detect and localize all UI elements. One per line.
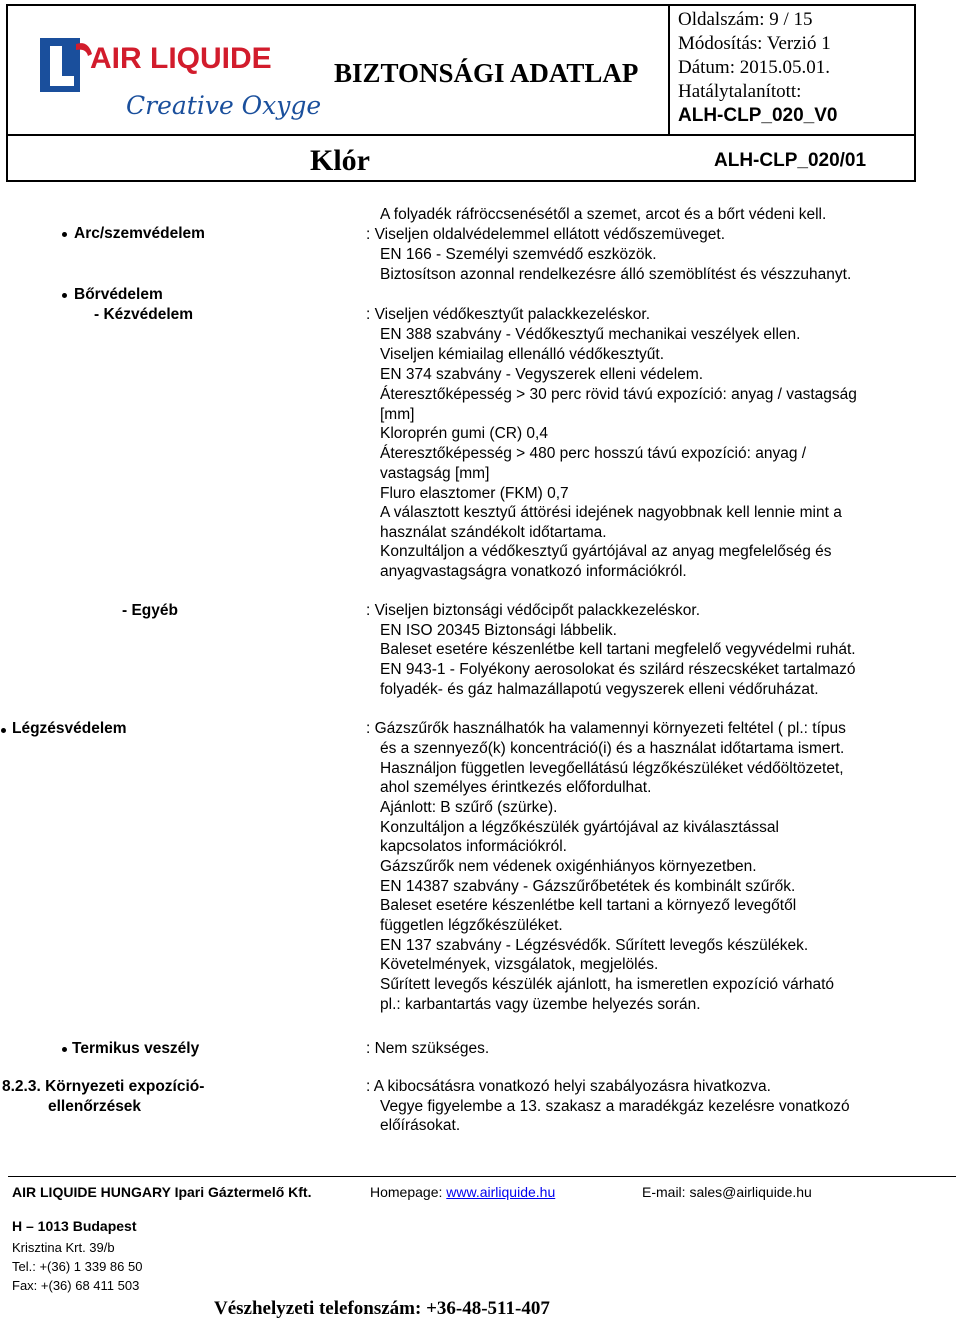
respiratory-line: : Gázszűrők használhatók ha valamennyi környezeti feltétel ( pl.: típus bbox=[366, 720, 846, 737]
fax: Fax: +(36) 68 411 503 bbox=[12, 1278, 140, 1293]
bullet-icon bbox=[62, 293, 67, 298]
bullet-icon bbox=[1, 728, 6, 733]
environment-line: előírásokat. bbox=[380, 1117, 461, 1134]
respiratory-line: Ajánlott: B szűrő (szürke). bbox=[380, 799, 558, 816]
respiratory-line: kapcsolatos információkról. bbox=[380, 838, 567, 855]
hand-line: EN 388 szabvány - Védőkesztyű mechanikai veszélyek ellen. bbox=[380, 326, 801, 343]
hand-line: A választott kesztyű áttörési idejének nagyobbnak kell lennie mint a bbox=[380, 504, 842, 521]
eye-line: EN 166 - Személyi szemvédő eszközök. bbox=[380, 246, 657, 263]
air-liquide-logo bbox=[16, 10, 322, 134]
respiratory-line: pl.: karbantartás vagy üzembe helyezés során. bbox=[380, 996, 701, 1013]
bullet-icon bbox=[62, 1047, 67, 1052]
other-line: EN ISO 20345 Biztonsági lábbelik. bbox=[380, 622, 617, 639]
intro-text: A folyadék ráfröccsenésétől a szemet, arcot és a bőrt védeni kell. bbox=[380, 206, 827, 223]
other-protection-label: - Egyéb bbox=[122, 602, 178, 619]
emergency-phone: Vészhelyzeti telefonszám: +36-48-511-407 bbox=[214, 1298, 550, 1319]
homepage bbox=[370, 1184, 555, 1200]
email: E-mail: sales@airliquide.hu bbox=[642, 1184, 812, 1200]
hand-line: Kloroprén gumi (CR) 0,4 bbox=[380, 425, 548, 442]
hand-line: Viseljen kémiailag ellenálló védőkesztyűt. bbox=[380, 346, 665, 363]
phone: Tel.: +(36) 1 339 86 50 bbox=[12, 1259, 143, 1274]
thermal-hazard-label: Termikus veszély bbox=[72, 1040, 200, 1057]
address-city: H – 1013 Budapest bbox=[12, 1218, 137, 1234]
thermal-line: : Nem szükséges. bbox=[366, 1040, 490, 1057]
product-name: Klór bbox=[310, 144, 370, 177]
document-meta bbox=[668, 6, 916, 134]
respiratory-line: Gázszűrők nem védenek oxigénhiányos környezetben. bbox=[380, 858, 757, 875]
respiratory-line: Követelmények, vizsgálatok, megjelölés. bbox=[380, 956, 659, 973]
hand-line: [mm] bbox=[380, 406, 415, 423]
supersedes-code: ALH-CLP_020_V0 bbox=[678, 105, 838, 126]
respiratory-line: Sűrített levegős készülék ajánlott, ha ismeretlen expozíció várható bbox=[380, 976, 835, 993]
page-number: Oldalszám: 9 / 15 bbox=[678, 9, 813, 30]
respiratory-line: és a szennyező(k) koncentráció(i) és a használat időtartama ismert. bbox=[380, 740, 845, 757]
respiratory-line: Baleset esetére készenlétbe kell tartani a környező levegőtől bbox=[380, 897, 797, 914]
hand-line: Fluro elasztomer (FKM) 0,7 bbox=[380, 485, 569, 502]
document-title: BIZTONSÁGI ADATLAP bbox=[334, 58, 639, 88]
environmental-exposure-label-cont: ellenőrzések bbox=[48, 1098, 142, 1115]
respiratory-line: EN 137 szabvány - Légzésvédők. Sűrített levegős készülékek. bbox=[380, 937, 809, 954]
hand-line: Áteresztőképesség > 480 perc hosszú távú expozíció: anyag / bbox=[380, 445, 807, 462]
skin-protection-label: Bőrvédelem bbox=[74, 286, 163, 303]
homepage-label: Homepage: bbox=[370, 1184, 443, 1200]
other-line: Baleset esetére készenlétbe kell tartani megfelelő vegyvédelmi ruhát. bbox=[380, 641, 856, 658]
hand-line: Áteresztőképesség > 30 perc rövid távú expozíció: anyag / vastagság bbox=[380, 386, 857, 403]
environmental-exposure-label: 8.2.3. Környezeti expozíció- bbox=[2, 1078, 205, 1095]
hand-line: EN 374 szabvány - Vegyszerek elleni védelem. bbox=[380, 366, 704, 383]
other-line: EN 943-1 - Folyékony aerosolokat és szilárd részecskéket tartalmazó bbox=[380, 661, 856, 678]
other-line: folyadék- és gáz halmazállapotú vegyszerek elleni védőruházat. bbox=[380, 681, 819, 698]
respiratory-protection-label: Légzésvédelem bbox=[12, 720, 127, 737]
footer-divider bbox=[8, 1176, 956, 1177]
supersedes-label: Hatálytalanított: bbox=[678, 81, 802, 102]
other-line: : Viseljen biztonsági védőcipőt palackkezeléskor. bbox=[366, 602, 701, 619]
respiratory-line: EN 14387 szabvány - Gázszűrőbetétek és kombinált szűrők. bbox=[380, 878, 796, 895]
svg-text:AIR LIQUIDE: AIR LIQUIDE bbox=[90, 42, 272, 75]
homepage-link[interactable]: www.airliquide.hu bbox=[446, 1184, 556, 1200]
environment-line: : A kibocsátásra vonatkozó helyi szabályozásra hivatkozva. bbox=[366, 1078, 771, 1095]
product-code: ALH-CLP_020/01 bbox=[714, 150, 867, 171]
hand-line: Konzultáljon a védőkesztyű gyártójával az anyag megfelelőség és bbox=[380, 543, 832, 560]
hand-line: : Viseljen védőkesztyűt palackkezeléskor. bbox=[366, 306, 651, 323]
revision: Módosítás: Verzió 1 bbox=[678, 33, 831, 54]
company-name: AIR LIQUIDE HUNGARY Ipari Gáztermelő Kft. bbox=[12, 1184, 312, 1200]
hand-line: használat szándékolt időtartama. bbox=[380, 524, 607, 541]
address-street: Krisztina Krt. 39/b bbox=[12, 1240, 115, 1255]
respiratory-line: ahol személyes érintkezés előfordulhat. bbox=[380, 779, 652, 796]
respiratory-line: Használjon független levegőellátású légzőkészüléket védőöltözetet, bbox=[380, 760, 844, 777]
hand-line: anyagvastagságra vonatkozó információkról. bbox=[380, 563, 687, 580]
hand-protection-label: - Kézvédelem bbox=[94, 306, 194, 323]
header-divider bbox=[8, 134, 914, 136]
bullet-icon bbox=[62, 232, 67, 237]
environment-line: Vegye figyelembe a 13. szakasz a maradékgáz kezelésre vonatkozó bbox=[380, 1098, 850, 1115]
respiratory-line: Konzultáljon a légzőkészülék gyártójával az kiválasztással bbox=[380, 819, 779, 836]
date: Dátum: 2015.05.01. bbox=[678, 57, 830, 78]
svg-text:Creative Oxygen: Creative Oxygen bbox=[126, 91, 322, 120]
eye-line: : Viseljen oldalvédelemmel ellátott védőszemüveget. bbox=[366, 226, 725, 243]
respiratory-line: független légzőkészüléket. bbox=[380, 917, 563, 934]
eye-line: Biztosítson azonnal rendelkezésre álló szemöblítést és vészzuhanyt. bbox=[380, 266, 852, 283]
document-header bbox=[6, 4, 916, 182]
hand-line: vastagság [mm] bbox=[380, 465, 490, 482]
eye-protection-label: Arc/szemvédelem bbox=[74, 225, 205, 242]
